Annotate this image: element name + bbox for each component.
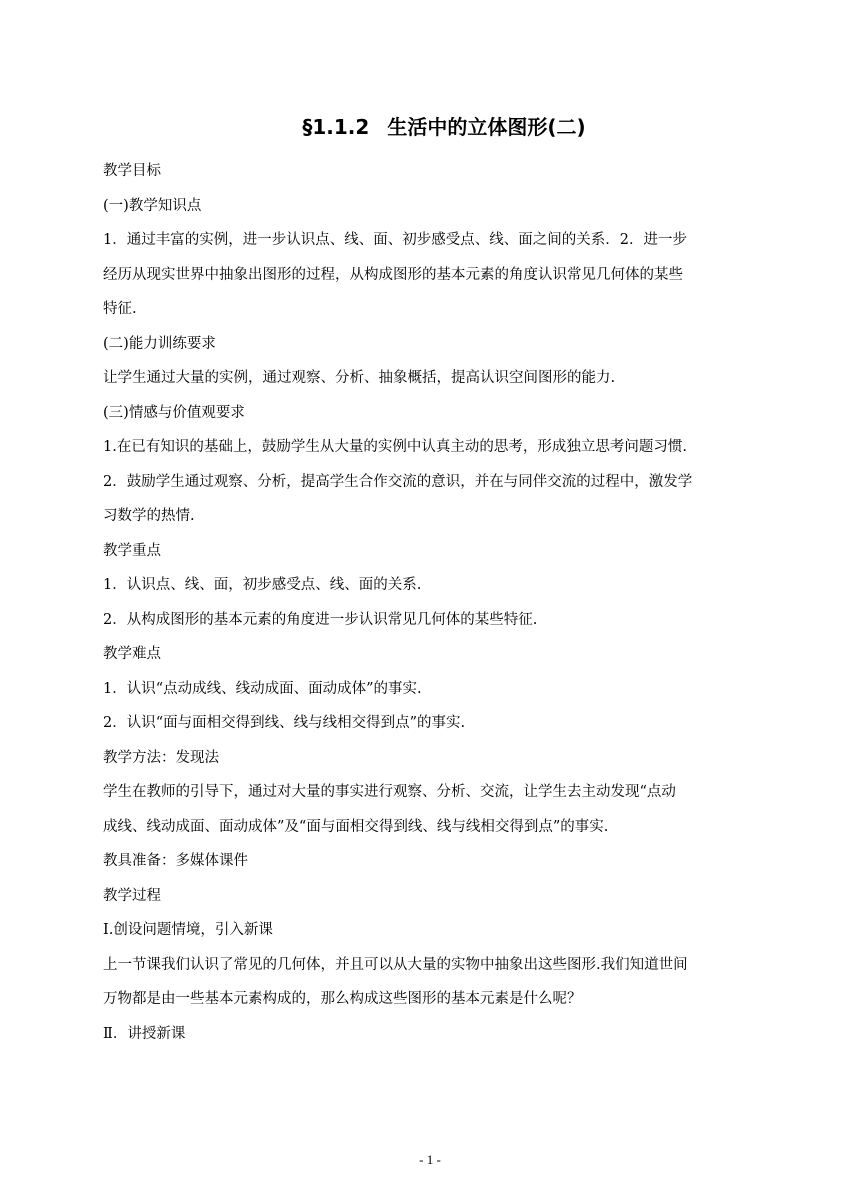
- paragraph-line: 2．认识“面与面相交得到线、线与线相交得到点”的事实.: [103, 715, 466, 731]
- paragraph-line: 1．认识“点动成线、线动成面、面动成体”的事实.: [103, 680, 422, 697]
- subheading-section-two: Ⅱ．讲授新课: [103, 1025, 186, 1042]
- heading-teaching-goals: 教学目标: [103, 163, 161, 179]
- subheading-knowledge-points: (一)教学知识点: [103, 197, 202, 214]
- section-number: §1.1.2: [302, 115, 370, 139]
- heading-teaching-aids: 教具准备：多媒体课件: [103, 853, 248, 869]
- paragraph-line: 1.在已有知识的基础上，鼓励学生从大量的实例中认真主动的思考，形成独立思考问题习惯.: [103, 439, 687, 455]
- heading-difficulties: 教学难点: [103, 646, 161, 662]
- paragraph-line: 2．鼓励学生通过观察、分析，提高学生合作交流的意识，并在与同伴交流的过程中，激发学: [103, 473, 693, 490]
- paragraph-line: 学生在教师的引导下，通过对大量的事实进行观察、分析、交流，让学生去主动发现“点动: [103, 784, 676, 800]
- page-number: - 1 -: [419, 1152, 441, 1167]
- paragraph-line: 经历从现实世界中抽象出图形的过程，从构成图形的基本元素的角度认识常见几何体的某些: [103, 266, 683, 283]
- subheading-emotion-values: (三)情感与价值观要求: [103, 404, 245, 421]
- paragraph-line: 特征.: [103, 301, 137, 317]
- paragraph-line: 习数学的热情.: [103, 508, 195, 524]
- title-text: 生活中的立体图形(二): [387, 115, 586, 139]
- paragraph-line: 2．从构成图形的基本元素的角度进一步认识常见几何体的某些特征.: [103, 611, 538, 628]
- paragraph-line: 让学生通过大量的实例，通过观察、分析、抽象概括，提高认识空间图形的能力.: [103, 370, 616, 386]
- heading-key-points: 教学重点: [103, 542, 161, 559]
- paragraph-line: 1．认识点、线、面，初步感受点、线、面的关系.: [103, 577, 422, 593]
- paragraph-line: 万物都是由一些基本元素构成的，那么构成这些图形的基本元素是什么呢？: [103, 991, 582, 1007]
- page-title: [0, 112, 860, 142]
- paragraph-line: 成线、线动成面、面动成体”及“面与面相交得到线、线与线相交得到点”的事实.: [103, 818, 609, 835]
- subheading-ability-training: (二)能力训练要求: [103, 335, 216, 352]
- paragraph-line: 1．通过丰富的实例，进一步认识点、线、面、初步感受点、线、面之间的关系．2．进一步: [103, 232, 687, 248]
- paragraph-line: 上一节课我们认识了常见的几何体，并且可以从大量的实物中抽象出这些图形.我们知道世间: [103, 956, 688, 973]
- heading-teaching-method: 教学方法：发现法: [103, 749, 219, 766]
- subheading-section-one: Ⅰ.创设问题情境，引入新课: [103, 922, 273, 938]
- heading-teaching-process: 教学过程: [103, 887, 161, 904]
- document-body: [103, 154, 763, 1051]
